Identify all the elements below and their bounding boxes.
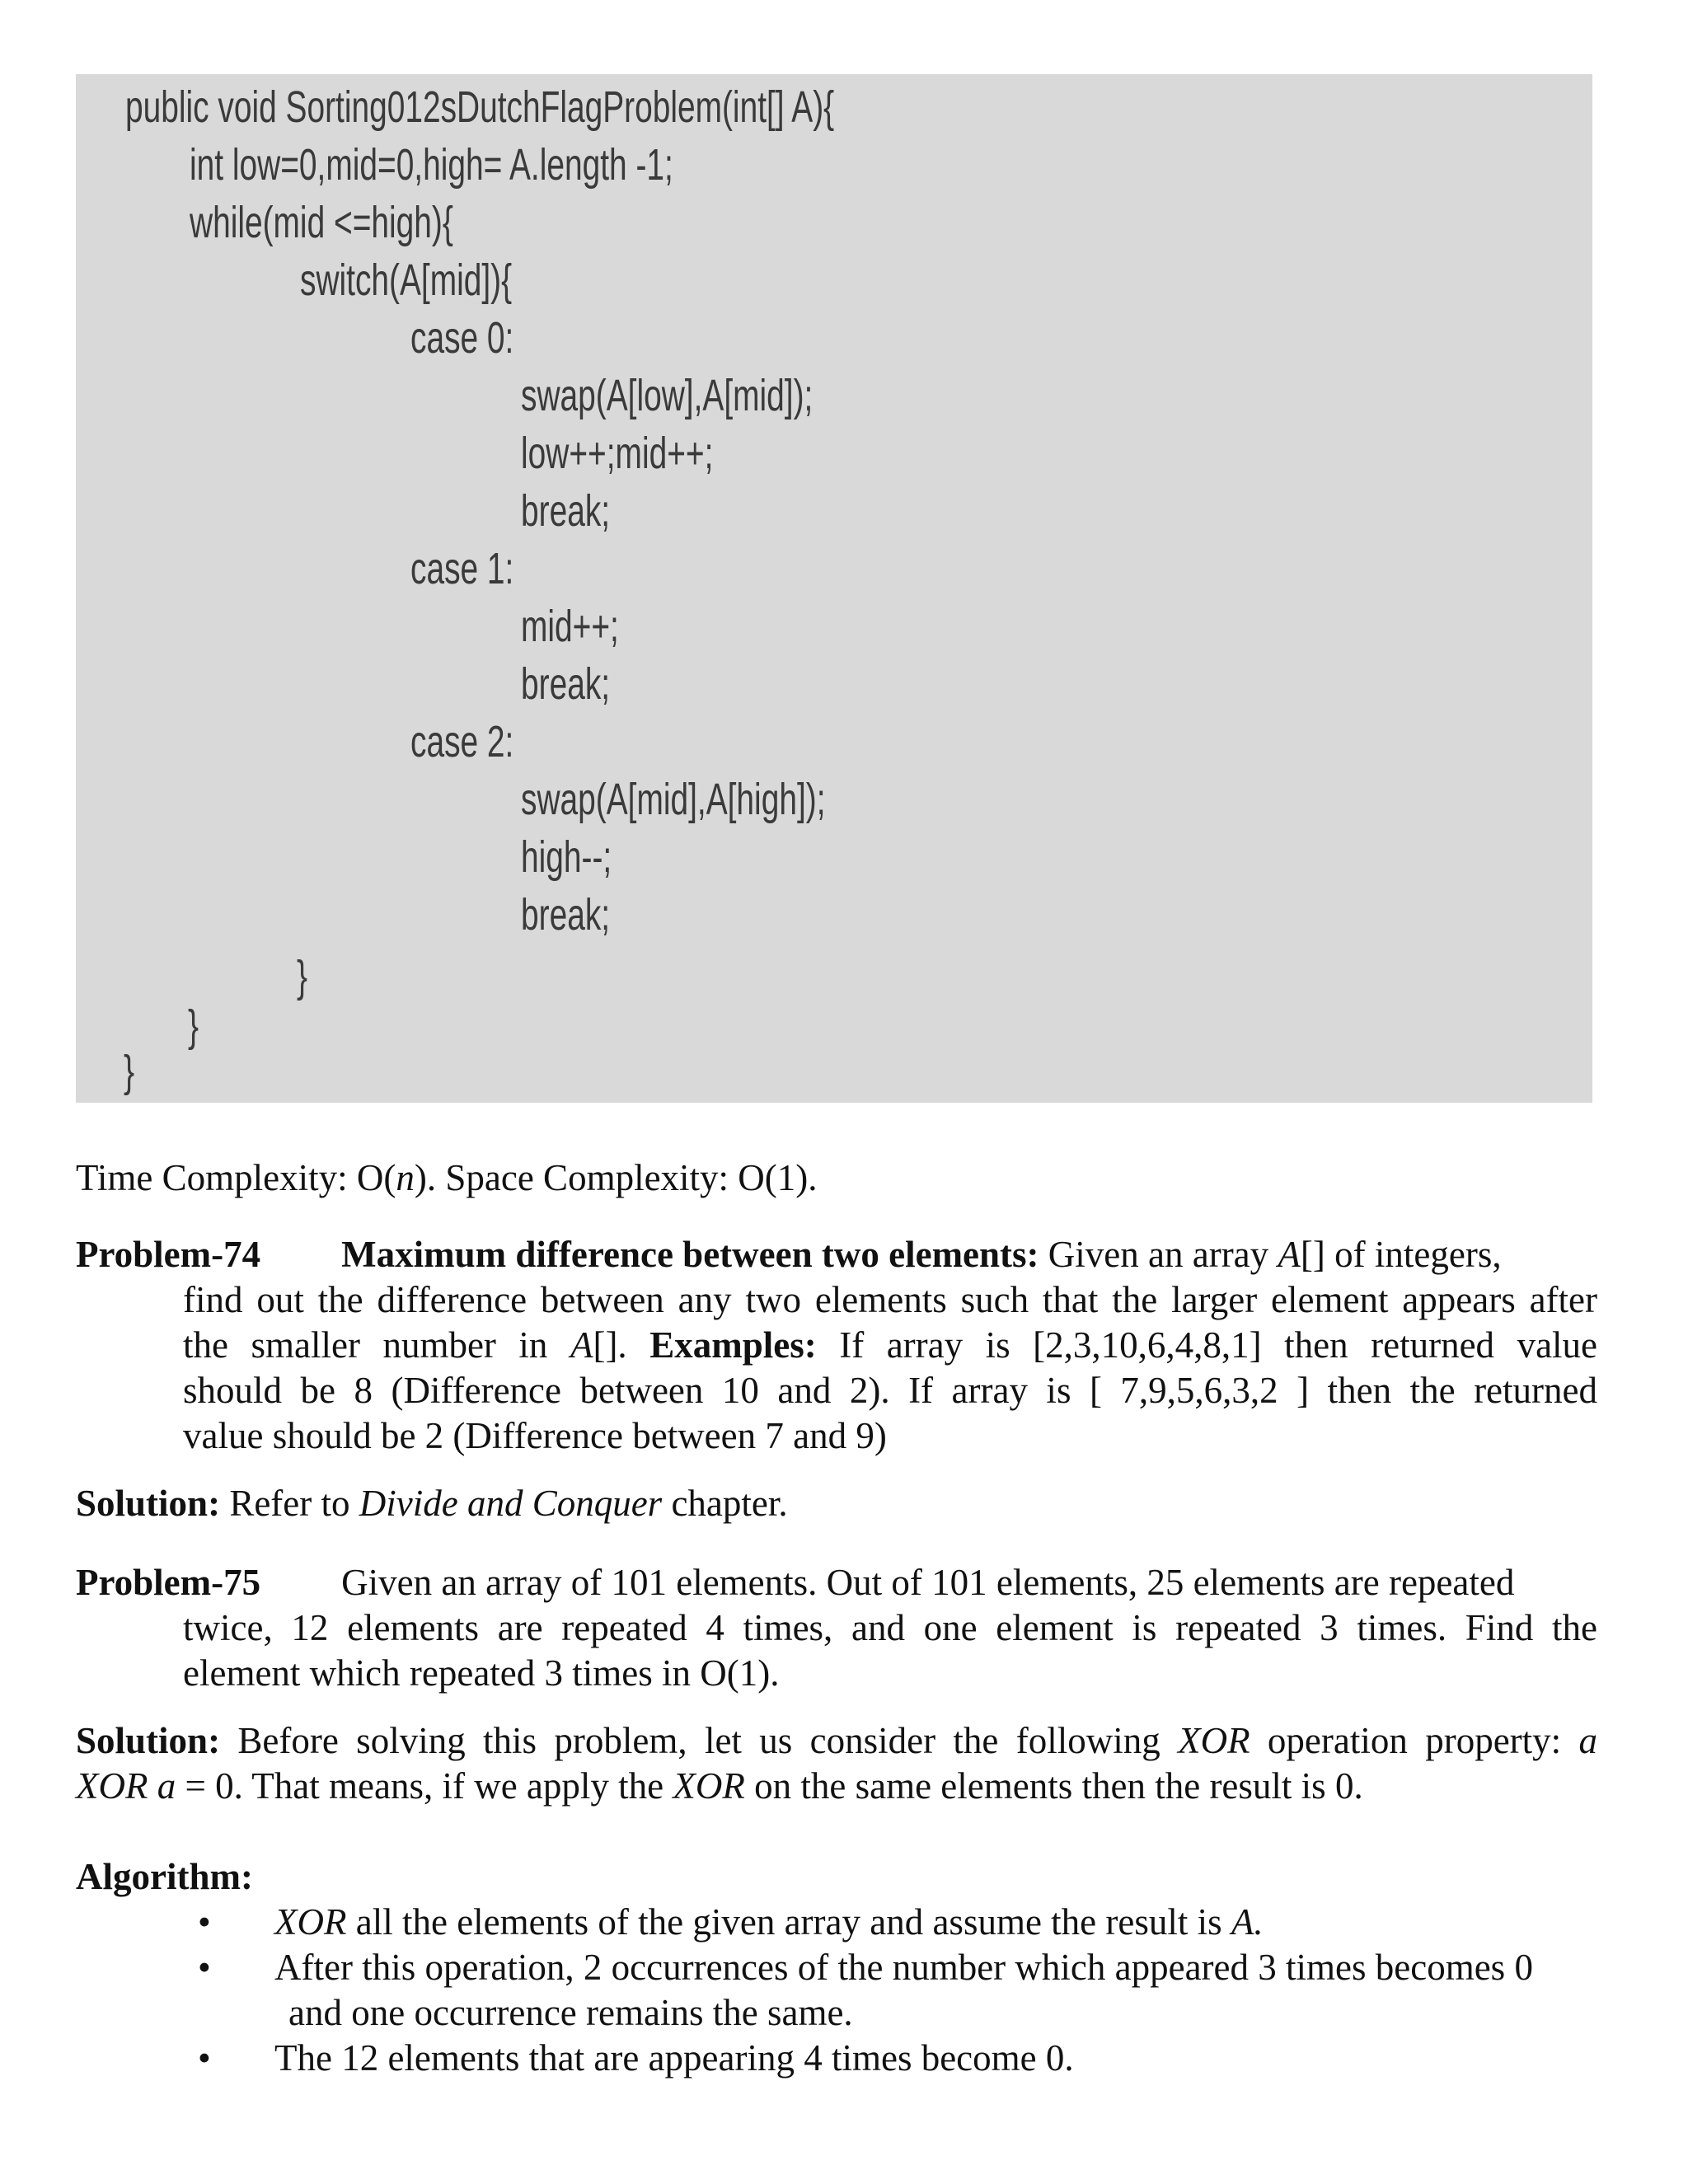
code-line: } (188, 1001, 199, 1051)
bullet-icon: • (198, 2037, 211, 2079)
bullet-icon: • (198, 1901, 211, 1943)
code-block (76, 74, 1592, 1103)
code-line: break; (521, 890, 611, 940)
code-line: while(mid <=high){ (190, 198, 453, 247)
code-line: swap(A[low],A[mid]); (521, 371, 814, 420)
problem-75-body: twice, 12 elements are repeated 4 times, and one element is repeated 3 times. Find the element which repeated 3 times in O(1). (183, 1607, 1597, 1694)
problem-label: Problem-74 (76, 1234, 261, 1275)
problem-label: Problem-75 (76, 1562, 261, 1603)
complexity-line: Time Complexity: O(n). Space Complexity: O(1). (76, 1157, 818, 1198)
code-line: case 0: (410, 313, 514, 363)
algorithm-heading: Algorithm: (76, 1856, 253, 1897)
algorithm-step-3: The 12 elements that are appearing 4 times become 0. (274, 2037, 1074, 2079)
code-line: public void Sorting012sDutchFlagProblem(int[] A){ (125, 82, 835, 132)
code-line: } (297, 952, 307, 1001)
problem-74-line-1: Problem-74 Maximum difference between two elements: Given an array A[] of integers, (76, 1234, 1502, 1275)
algorithm-step-1: XOR all the elements of the given array and assume the result is A. (274, 1901, 1264, 1943)
algorithm-step-2-cont: and one occurrence remains the same. (288, 1992, 853, 2033)
code-line: case 2: (410, 717, 514, 766)
problem-title: Maximum difference between two elements: (341, 1234, 1039, 1275)
code-line: low++;mid++; (521, 429, 714, 478)
code-line: int low=0,mid=0,high= A.length -1; (190, 140, 673, 190)
code-line: break; (521, 486, 611, 536)
code-line: break; (521, 659, 611, 709)
problem-74-body: find out the difference between any two elements such that the larger element appears after the smaller number in A[]. Examples: If array is [2,3,10,6,4,8,1] then returned value should be 8 (Difference between 10 and 2). If array is [ 7,9,5,6,3,2 ] then the returned value should be 2 (Difference between 7 and 9) (183, 1279, 1598, 1456)
code-line: } (124, 1047, 134, 1096)
solution-74: Solution: Refer to Divide and Conquer chapter. (76, 1483, 788, 1524)
code-line: swap(A[mid],A[high]); (521, 775, 826, 824)
algorithm-step-2: After this operation, 2 occurrences of the number which appeared 3 times becomes 0 (274, 1947, 1533, 1988)
bullet-icon: • (198, 1947, 211, 1988)
solution-75: Solution: Before solving this problem, let us consider the following XOR operation property: a XOR a = 0. That means, if we apply the XOR on the same elements then the result is 0. (76, 1720, 1597, 1807)
code-line: high--; (521, 832, 612, 882)
code-line: switch(A[mid]){ (300, 255, 513, 305)
problem-75-line-1: Problem-75 Given an array of 101 elements. Out of 101 elements, 25 elements are repeated (76, 1562, 1515, 1603)
code-line: case 1: (410, 544, 514, 593)
code-line: mid++; (521, 602, 619, 651)
